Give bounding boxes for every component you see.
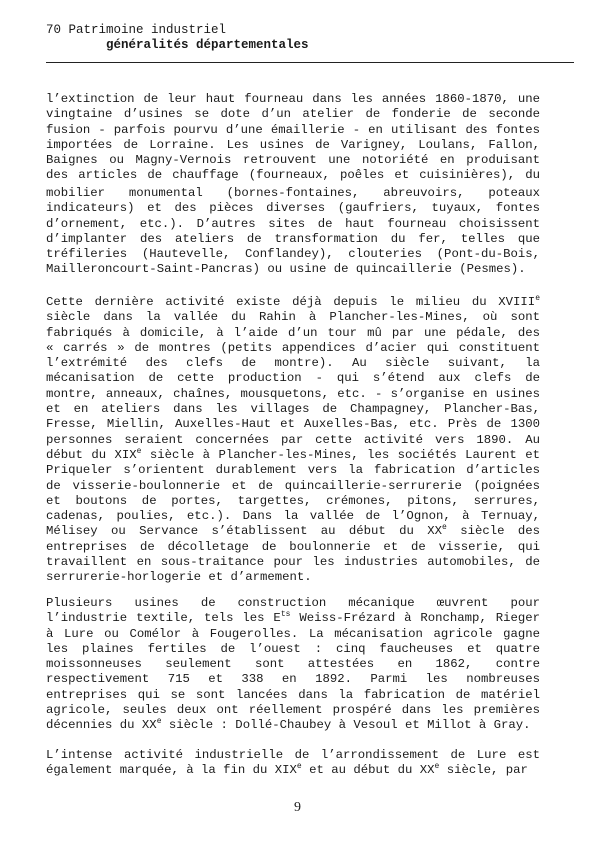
- text-line: des articles de chauffage (fourneaux, poêles et cuisinières), du: [46, 168, 540, 183]
- paragraph-3: [46, 295, 540, 586]
- text-line: moissonneuses seulement sont attestées en 1862, contre: [46, 657, 540, 672]
- text-line: Baignes ou Magny-Vernois retrouvent une notoriété en produisant: [46, 153, 540, 168]
- paragraph-2: [46, 186, 540, 278]
- text-line: importées de Lorraine. Les usines de Varigney, Loulans, Fallon,: [46, 137, 540, 152]
- text-line: montre, anneaux, chaînes, mousquetons, etc. - s’organise en usines: [46, 386, 540, 401]
- header-rule: [46, 62, 574, 63]
- text-line: Cette dernière activité existe déjà depuis le milieu du XVIIIe: [46, 293, 540, 309]
- text-line: siècle dans la vallée du Rahin à Plancher-les-Mines, où sont: [46, 310, 540, 325]
- paragraph-4: [46, 596, 540, 734]
- text-line: Priqueler s’orientent durablement vers la fabrication d’articles: [46, 463, 540, 478]
- text-line: tréfileries (Hautevelle, Conflandey), clouteries (Pont-du-Bois,: [46, 247, 540, 262]
- paragraph-5: [46, 748, 540, 779]
- text-line: et boutons de portes, targettes, crémones, pitons, serrures,: [46, 493, 540, 508]
- page-number: 9: [294, 800, 301, 815]
- text-line: cadenas, poulies, etc.). Dans la vallée de l’Ognon, à Ternuay,: [46, 509, 540, 524]
- text-line: mobilier monumental (bornes-fontaines, abreuvoirs, poteaux: [46, 186, 540, 200]
- running-header: [46, 23, 546, 53]
- text-line: Plusieurs usines de construction mécanique œuvrent pour: [46, 596, 540, 610]
- text-line: personnes seraient concernées par cette activité vers 1890. Au: [46, 432, 540, 447]
- text-line: Mélisey ou Servance s’établissent au début du XXe siècle des: [46, 523, 540, 539]
- text-line: fabriqués à domicile, à l’aide d’un tour mû par une pédale, des: [46, 325, 540, 340]
- text-line: également marquée, à la fin du XIXe et au début du XXe siècle, par: [46, 762, 528, 778]
- text-line: d’ornement, etc.). D’autres sites de haut fourneau choisissent: [46, 216, 540, 231]
- text-line: agricole, seules deux ont réellement prospéré dans les premières: [46, 703, 540, 718]
- text-line: et en ateliers dans les villages de Champagney, Plancher-Bas,: [46, 402, 540, 417]
- section-subtitle: généralités départementales: [106, 38, 309, 52]
- text-line: respectivement 715 et 338 en 1892. Parmi les nombreuses: [46, 672, 540, 687]
- text-line: l’industrie textile, tels les $E^{ts}$ Weiss-Frézard à Ronchamp, Rieger: [46, 610, 540, 626]
- text-line: de visserie-boulonnerie et de quincaillerie-serrurerie (poignées: [46, 478, 540, 493]
- text-line: travaillent en sous-traitance pour les industries automobiles, de: [46, 555, 540, 570]
- running-title: 70 Patrimoine industriel: [46, 23, 227, 37]
- text-line: entreprises de décolletage de boulonnerie et de visserie, qui: [46, 539, 540, 554]
- text-line: L’intense activité industrielle de l’arrondissement de Lure est: [46, 748, 540, 762]
- text-line: Fresse, Miellin, Auxelles-Haut et Auxelles-Bas, etc. Près de 1300: [46, 417, 540, 432]
- text-line: l’extinction de leur haut fourneau dans les années 1860-1870, une: [46, 92, 540, 106]
- text-line: serrurerie-horlogerie et d’armement.: [46, 570, 312, 585]
- text-line: décennies du XXe siècle : Dollé-Chaubey à Vesoul et Millot à Gray.: [46, 717, 531, 733]
- text-line: « carrés » de montres (petits appendices d’acier qui constituent: [46, 340, 540, 355]
- text-line: Mailleroncourt-Saint-Pancras) ou usine de quincaillerie (Pesmes).: [46, 262, 526, 277]
- text-line: les plaines fertiles de l’ouest : cinq faucheuses et quatre: [46, 641, 540, 656]
- text-line: indicateurs) et des pièces diverses (gaufriers, tuyaux, fontes: [46, 201, 540, 216]
- text-line: mécanisation de cette production - qui s’étend aux clefs de: [46, 371, 540, 386]
- text-line: début du XIXe siècle à Plancher-les-Mines, les sociétés Laurent et: [46, 446, 540, 462]
- text-line: d’implanter des ateliers de transformation du fer, telles que: [46, 231, 540, 246]
- text-line: vingtaine d’usines se dote d’un atelier de fonderie de seconde: [46, 107, 540, 122]
- text-line: l’extrémité des clefs de montre). Au siècle suivant, la: [46, 356, 540, 371]
- text-line: à Lure ou Comélor à Fougerolles. La mécanisation agricole gagne: [46, 626, 540, 641]
- text-line: fusion - parfois pourvu d’une émaillerie - en utilisant des fontes: [46, 122, 540, 137]
- paragraph-1: [46, 92, 540, 184]
- text-line: entreprises qui se sont lancées dans la fabrication de matériel: [46, 687, 540, 702]
